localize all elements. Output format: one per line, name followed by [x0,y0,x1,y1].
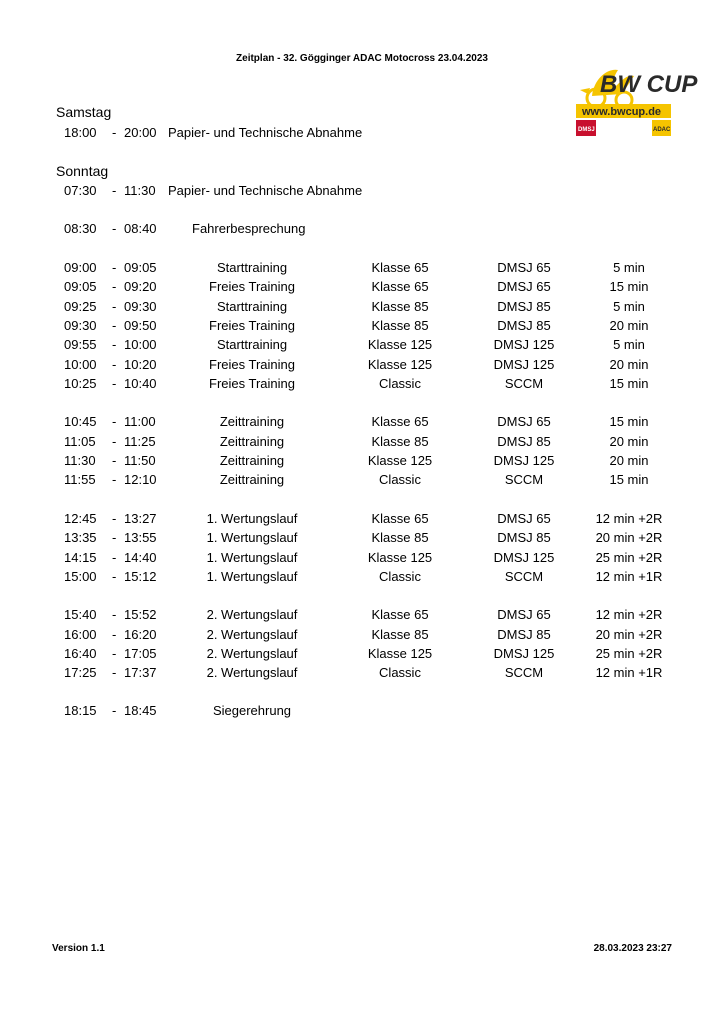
end-time: 15:12 [124,568,157,584]
session-type: Zeittraining [219,414,285,430]
end-time: 20:00 [124,125,157,140]
schedule-row [0,297,724,316]
time-separator: - [112,665,117,681]
event-description: Papier- und Technische Abnahme [168,183,363,198]
time-separator: - [112,530,117,546]
sunday-intro-row [0,181,724,200]
svg-text:ADAC: ADAC [653,127,671,133]
time-separator: - [112,607,117,623]
start-time: 08:30 [64,221,97,236]
division-name: DMSJ 85 [497,433,551,449]
division-name: DMSJ 85 [497,530,551,546]
time-separator: - [112,260,117,275]
end-time: 12:10 [124,472,157,488]
schedule-row [0,412,724,431]
division-name: DMSJ 125 [493,646,555,661]
schedule-row [0,316,724,335]
start-time: 11:30 [64,453,96,468]
session-duration: 20 min [609,356,649,372]
session-duration: 12 min +2R [595,607,663,623]
schedule-row [0,644,724,663]
svg-text:BW CUP: BW CUP [600,71,698,98]
session-type: Zeittraining [219,453,285,468]
session-type: Freies Training [209,356,295,372]
class-name: Klasse 65 [371,510,429,526]
start-time: 09:55 [64,337,97,353]
time-separator: - [112,510,117,526]
document-title: Zeitplan - 32. Gögginger ADAC Motocross 23.04.2023 [236,53,488,64]
start-time: 09:25 [64,298,97,314]
session-duration: 12 min +2R [595,510,663,526]
day-heading-saturday: Samstag [56,104,112,120]
division-name: DMSJ 65 [497,260,551,275]
start-time: 11:05 [64,433,96,449]
session-duration: 15 min [609,375,649,391]
session-type: Freies Training [209,375,295,391]
division-name: SCCM [504,472,544,488]
schedule-row [0,432,724,451]
start-time: 15:40 [64,607,97,623]
start-time: 13:35 [64,530,97,546]
division-name: DMSJ 85 [497,317,551,333]
schedule-row [0,567,724,586]
class-name: Klasse 85 [371,626,429,642]
division-name: DMSJ 125 [493,453,555,468]
end-time: 13:27 [124,510,157,526]
division-name: SCCM [504,665,544,681]
session-type: Zeittraining [219,433,285,449]
event-description: Papier- und Technische Abnahme [168,125,363,140]
session-duration: 20 min +2R [595,530,663,546]
division-name: SCCM [504,568,544,584]
end-time: 08:40 [124,221,157,236]
division-name: DMSJ 85 [497,298,551,314]
end-time: 17:37 [124,665,157,681]
class-name: Classic [379,375,421,391]
time-separator: - [112,433,117,449]
start-time: 09:00 [64,260,97,275]
end-time: 17:05 [124,646,157,661]
schedule-row [0,335,724,354]
division-name: DMSJ 125 [493,337,555,353]
end-time: 09:05 [124,260,157,275]
svg-text:DMSJ: DMSJ [578,127,595,133]
end-time: 11:30 [124,183,156,198]
session-type: Starttraining [216,337,288,353]
division-name: DMSJ 85 [497,626,551,642]
class-name: Klasse 85 [371,317,429,333]
end-time: 10:00 [124,337,157,353]
end-time: 09:30 [124,298,157,314]
session-duration: 25 min +2R [595,549,663,565]
start-time: 16:40 [64,646,97,661]
start-time: 07:30 [64,183,97,198]
time-separator: - [112,337,117,353]
end-time: 09:20 [124,279,157,295]
time-separator: - [112,568,117,584]
session-type: 1. Wertungslauf [206,530,298,546]
time-separator: - [112,183,117,198]
end-time: 14:40 [124,549,157,565]
time-separator: - [112,472,117,488]
end-time: 11:50 [124,453,156,468]
event-description: Siegerehrung [212,703,292,718]
session-duration: 15 min [609,279,649,295]
schedule-row [0,605,724,624]
session-type: Freies Training [209,279,295,295]
session-duration: 15 min [609,414,649,430]
closing-row [0,701,724,720]
time-separator: - [112,356,117,372]
print-timestamp: 28.03.2023 23:27 [593,943,672,954]
time-separator: - [112,646,117,661]
session-type: 2. Wertungslauf [206,665,298,681]
class-name: Klasse 125 [367,646,433,661]
time-separator: - [112,221,117,236]
schedule-row [0,374,724,393]
session-type: Zeittraining [219,472,285,488]
schedule-row [0,355,724,374]
class-name: Klasse 85 [371,433,429,449]
schedule-row [0,470,724,489]
session-type: 2. Wertungslauf [206,646,298,661]
session-type: 1. Wertungslauf [206,568,298,584]
end-time: 13:55 [124,530,157,546]
session-duration: 5 min [613,337,645,353]
start-time: 09:05 [64,279,97,295]
start-time: 11:55 [64,472,96,488]
day-heading-sunday: Sonntag [56,163,109,179]
division-name: DMSJ 125 [493,549,555,565]
class-name: Klasse 65 [371,279,429,295]
start-time: 16:00 [64,626,97,642]
end-time: 11:25 [124,433,156,449]
time-separator: - [112,549,117,565]
division-name: DMSJ 65 [497,607,551,623]
class-name: Klasse 65 [371,607,429,623]
start-time: 17:25 [64,665,97,681]
session-duration: 12 min +1R [595,568,663,584]
start-time: 10:00 [64,356,97,372]
schedule-row [0,258,724,277]
division-name: DMSJ 65 [497,510,551,526]
session-type: 2. Wertungslauf [206,607,298,623]
session-duration: 25 min +2R [595,646,663,661]
end-time: 10:40 [124,375,157,391]
saturday-row [0,123,724,142]
class-name: Klasse 125 [367,549,433,565]
end-time: 15:52 [124,607,157,623]
class-name: Klasse 125 [367,337,433,353]
session-type: 1. Wertungslauf [206,549,298,565]
session-duration: 15 min [609,472,649,488]
time-separator: - [112,125,117,140]
schedule-row [0,509,724,528]
time-separator: - [112,453,117,468]
sunday-intro-row [0,219,724,238]
end-time: 11:00 [124,414,156,430]
class-name: Klasse 85 [371,298,429,314]
schedule-row [0,625,724,644]
time-separator: - [112,626,117,642]
start-time: 09:30 [64,317,97,333]
class-name: Klasse 65 [371,414,429,430]
start-time: 10:25 [64,375,97,391]
svg-text:www.bwcup.de: www.bwcup.de [582,106,662,118]
time-separator: - [112,317,117,333]
start-time: 10:45 [64,414,97,430]
end-time: 10:20 [124,356,157,372]
session-duration: 20 min [609,453,649,468]
schedule-row [0,451,724,470]
session-type: 2. Wertungslauf [206,626,298,642]
start-time: 18:15 [64,703,97,718]
schedule-row [0,548,724,567]
schedule-row [0,663,724,682]
time-separator: - [112,703,117,718]
class-name: Classic [379,568,421,584]
division-name: SCCM [504,375,544,391]
time-separator: - [112,279,117,295]
session-duration: 20 min [609,433,649,449]
class-name: Klasse 125 [367,453,433,468]
start-time: 18:00 [64,125,97,140]
division-name: DMSJ 65 [497,414,551,430]
class-name: Klasse 65 [371,260,429,275]
end-time: 09:50 [124,317,157,333]
schedule-row [0,528,724,547]
session-duration: 20 min [609,317,649,333]
end-time: 18:45 [124,703,157,718]
session-type: Starttraining [216,298,288,314]
time-separator: - [112,375,117,391]
time-separator: - [112,414,117,430]
division-name: DMSJ 65 [497,279,551,295]
session-duration: 5 min [613,260,645,275]
session-duration: 5 min [613,298,645,314]
class-name: Klasse 85 [371,530,429,546]
session-type: Freies Training [209,317,295,333]
start-time: 14:15 [64,549,97,565]
class-name: Klasse 125 [367,356,433,372]
session-type: 1. Wertungslauf [206,510,298,526]
class-name: Classic [379,472,421,488]
version-label: Version 1.1 [52,943,105,954]
time-separator: - [112,298,117,314]
event-description: Fahrerbesprechung [192,221,306,236]
end-time: 16:20 [124,626,157,642]
class-name: Classic [379,665,421,681]
start-time: 12:45 [64,510,97,526]
session-duration: 20 min +2R [595,626,663,642]
session-duration: 12 min +1R [595,665,663,681]
division-name: DMSJ 125 [493,356,555,372]
schedule-row [0,277,724,296]
session-type: Starttraining [216,260,288,275]
start-time: 15:00 [64,568,97,584]
